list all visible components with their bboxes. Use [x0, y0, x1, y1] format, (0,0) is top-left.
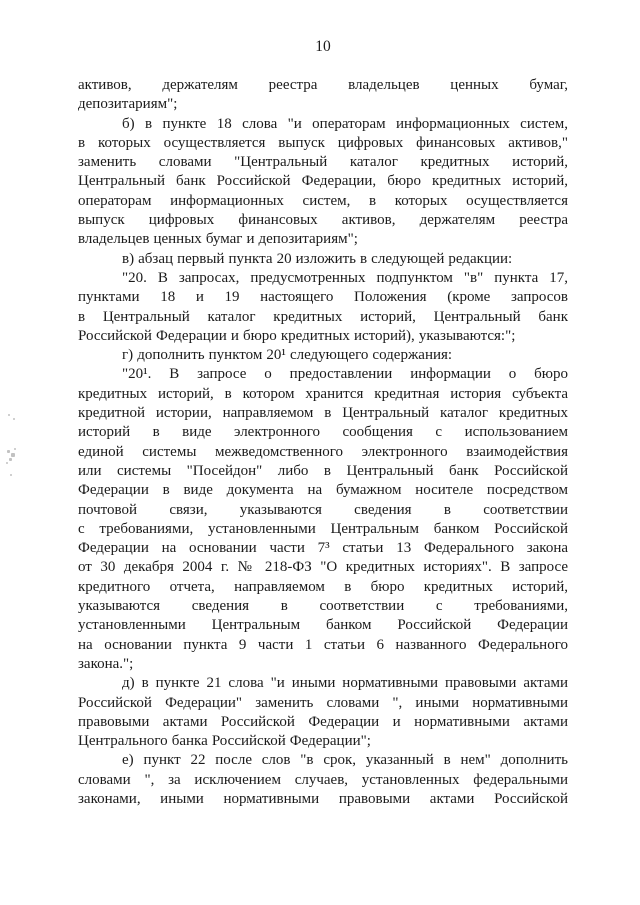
text-line: "20¹. В запросе о предоставлении информации о бюро [122, 366, 568, 383]
text-line: с требованиями, установленными Центральным банком Российской [78, 520, 568, 537]
scan-speck [7, 450, 10, 453]
text-line: словами ", за исключением случаев, установленных федеральными [78, 771, 568, 788]
text-line: кредитной истории, направляемом в Центральный каталог кредитных [78, 405, 568, 422]
scan-speck [9, 458, 12, 461]
paragraph-item-v [78, 250, 568, 269]
text-line: выпуск цифровых финансовых активов, держателям реестра [78, 212, 568, 229]
text-line: на основании пункта 9 части 1 статьи 6 названного Федерального [78, 636, 568, 653]
text-line: или системы "Посейдон" либо в Центральный банк Российской [78, 462, 568, 479]
text-line: д) в пункте 21 слова "и иными нормативными правовыми актами [122, 675, 568, 692]
text-line: Центральный банк Российской Федерации, бюро кредитных историй, [78, 173, 568, 190]
text-line: операторам информационных систем, в которых осуществляется [78, 192, 568, 209]
text-line: депозитариям"; [78, 96, 178, 113]
text-line: указываются сведения в соответствии с требованиями, [78, 598, 568, 615]
text-line: Российской Федерации" заменить словами ", иными нормативными [78, 694, 568, 711]
text-line: Российской Федерации и бюро кредитных историй), указываются:"; [78, 327, 516, 344]
paragraph-point-20-1 [78, 365, 568, 674]
text-line: историй в виде электронного сообщения с использованием [78, 424, 568, 441]
text-line: установленными Центральным банком Российской Федерации [78, 617, 568, 634]
text-line: кредитных историй, в котором хранится кредитная история субъекта [78, 385, 568, 402]
text-line: активов, держателям реестра владельцев ценных бумаг, [78, 77, 568, 93]
paragraph-continuation [78, 76, 568, 115]
text-line: в) абзац первый пункта 20 изложить в следующей редакции: [122, 250, 513, 267]
text-line: правовыми актами Российской Федерации и нормативными актами [78, 713, 568, 730]
text-line: от 30 декабря 2004 г. № 218-ФЗ "О кредитных историях". В запросе [78, 559, 568, 576]
paragraph-item-e [78, 751, 568, 809]
text-line: единой системы межведомственного электронного взаимодействия [78, 443, 568, 460]
text-line: закона."; [78, 655, 134, 672]
paragraph-item-d [78, 674, 568, 751]
paragraph-item-g [78, 346, 568, 365]
text-line: заменить словами "Центральный каталог кредитных историй, [78, 154, 568, 171]
text-line: г) дополнить пунктом 20¹ следующего содержания: [122, 347, 453, 364]
scan-speck [13, 418, 15, 420]
text-line: кредитного отчета, направляемом в бюро кредитных историй, [78, 578, 568, 595]
text-line: "20. В запросах, предусмотренных подпунктом "в" пункта 17, [122, 269, 568, 286]
text-line: е) пункт 22 после слов "в срок, указанный в нем" дополнить [122, 752, 568, 769]
paragraph-item-b [78, 115, 568, 250]
text-line: в Центральный каталог кредитных историй, Центральный банк [78, 308, 568, 325]
text-line: законами, иными нормативными правовыми актами Российской [78, 790, 568, 807]
text-line: Федерации на основании части 7³ статьи 13 Федерального закона [78, 540, 568, 557]
scan-speck [11, 453, 15, 457]
scan-speck [10, 474, 12, 476]
text-line: владельцев ценных бумаг и депозитариям"; [78, 231, 358, 248]
text-line: почтовой связи, указываются сведения в соответствии [78, 501, 568, 518]
text-line: Федерации в виде документа на бумажном носителе посредством [78, 482, 568, 499]
scan-speck [14, 448, 16, 450]
text-line: б) в пункте 18 слова "и операторам информационных систем, [122, 115, 568, 132]
text-line: Центрального банка Российской Федерации"; [78, 733, 371, 750]
text-block [78, 76, 568, 809]
scan-speck [6, 462, 8, 464]
text-line: в которых осуществляется выпуск цифровых финансовых активов," [78, 134, 568, 151]
page-number: 10 [315, 38, 331, 55]
paragraph-point-20 [78, 269, 568, 346]
scan-speck [8, 414, 10, 416]
text-line: пунктами 18 и 19 настоящего Положения (кроме запросов [78, 289, 568, 306]
